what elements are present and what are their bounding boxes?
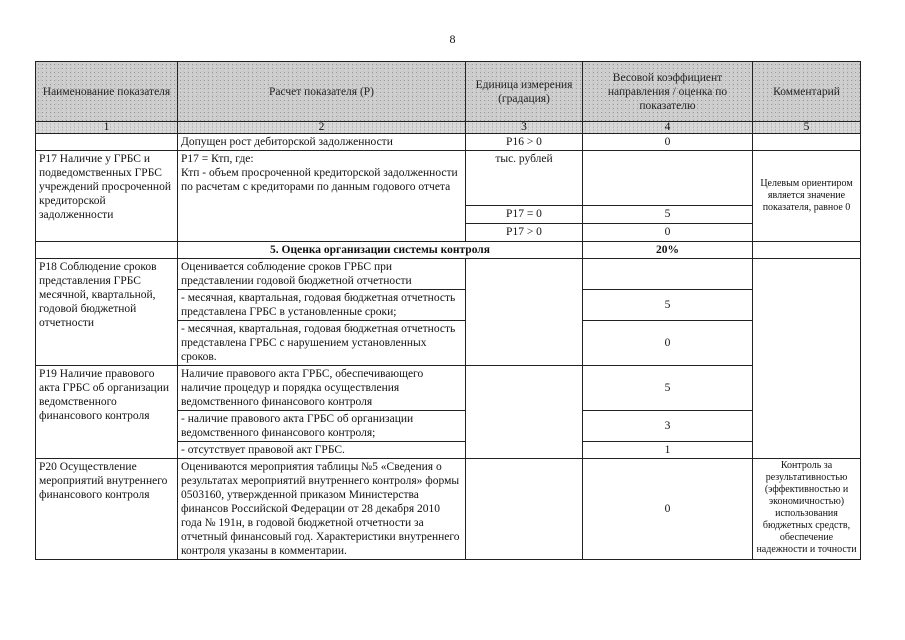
section-weight: 20% <box>583 242 753 259</box>
p16-unit: P16 > 0 <box>466 134 583 151</box>
empty-cell <box>466 459 583 560</box>
p18-grade1: - месячная, квартальная, годовая бюджетная отчетность представлена ГРБС в установленные сроки; <box>178 290 466 321</box>
header-calculation: Расчет показателя (P) <box>178 62 466 122</box>
p17-grade2-unit: P17 > 0 <box>466 224 583 242</box>
table-row <box>36 151 861 206</box>
empty-cell <box>583 259 753 290</box>
p19-grade1: Наличие правового акта ГРБС, обеспечивающего наличие процедур и порядка осуществления ведомственного финансового контроля <box>178 366 466 411</box>
empty-cell <box>753 242 861 259</box>
p20-calc: Оцениваются мероприятия таблицы №5 «Сведения о результатах мероприятий внутреннего контроля» формы 0503160, утвержденной приказом Министерства финансов Российской Федерации от 28 декабря 2010 года № 191н, в годовой бюджетной отчетности за отчетный финансовый год. Характеристики внутреннего контроля указаны в комментарии. <box>178 459 466 560</box>
p16-calc: Допущен рост дебиторской задолженности <box>178 134 466 151</box>
empty-cell <box>583 151 753 206</box>
column-number: 2 <box>178 122 466 134</box>
p19-score2: 3 <box>583 411 753 442</box>
empty-cell <box>753 259 861 459</box>
column-number: 3 <box>466 122 583 134</box>
table-row <box>36 366 861 411</box>
table-row <box>36 459 861 560</box>
header-weight: Весовой коэффициент направления / оценка по показателю <box>583 62 753 122</box>
p18-calc: Оценивается соблюдение сроков ГРБС при представлении годовой бюджетной отчетности <box>178 259 466 290</box>
p19-score3: 1 <box>583 442 753 459</box>
empty-cell <box>36 134 178 151</box>
empty-cell <box>753 134 861 151</box>
p18-score1: 5 <box>583 290 753 321</box>
p18-score2: 0 <box>583 321 753 366</box>
p19-name: P19 Наличие правового акта ГРБС об организации ведомственного финансового контроля <box>36 366 178 459</box>
p19-grade3: - отсутствует правовой акт ГРБС. <box>178 442 466 459</box>
page-number: 8 <box>449 32 456 46</box>
p16-score: 0 <box>583 134 753 151</box>
p17-grade1-unit: P17 = 0 <box>466 206 583 224</box>
indicators-table <box>35 61 861 560</box>
table-row <box>36 134 861 151</box>
p19-grade2: - наличие правового акта ГРБС об организации ведомственного финансового контроля; <box>178 411 466 442</box>
empty-cell <box>36 242 178 259</box>
column-number: 4 <box>583 122 753 134</box>
p17-name: P17 Наличие у ГРБС и подведомственных ГРБС учреждений просроченной кредиторской задолженности <box>36 151 178 242</box>
p19-score1: 5 <box>583 366 753 411</box>
p17-calc: P17 = Ктп, где: Ктп - объем просроченной кредиторской задолженности по расчетам с кредиторами по данным годового отчета <box>178 151 466 242</box>
p17-grade1-score: 5 <box>583 206 753 224</box>
empty-cell <box>466 366 583 459</box>
section-row <box>36 242 861 259</box>
header-indicator-name: Наименование показателя <box>36 62 178 122</box>
p20-comment: Контроль за результативностью (эффективностью и экономичностью) использования бюджетных средств, обеспечение надежности и точности <box>753 459 861 560</box>
header-unit: Единица измерения (градация) <box>466 62 583 122</box>
p17-unit: тыс. рублей <box>466 151 583 206</box>
p17-grade2-score: 0 <box>583 224 753 242</box>
section-title: 5. Оценка организации системы контроля <box>178 242 583 259</box>
column-numbers-row <box>36 122 861 134</box>
p17-comment: Целевым ориентиром является значение показателя, равное 0 <box>753 151 861 242</box>
column-number: 5 <box>753 122 861 134</box>
table-row <box>36 259 861 290</box>
p18-name: P18 Соблюдение сроков представления ГРБС месячной, квартальной, годовой бюджетной отчетности <box>36 259 178 366</box>
p20-score: 0 <box>583 459 753 560</box>
empty-cell <box>466 259 583 366</box>
p18-grade2: - месячная, квартальная, годовая бюджетная отчетность представлена ГРБС с нарушением установленных сроков. <box>178 321 466 366</box>
header-comment: Комментарий <box>753 62 861 122</box>
header-row <box>36 62 861 122</box>
column-number: 1 <box>36 122 178 134</box>
p20-name: P20 Осуществление мероприятий внутреннего финансового контроля <box>36 459 178 560</box>
